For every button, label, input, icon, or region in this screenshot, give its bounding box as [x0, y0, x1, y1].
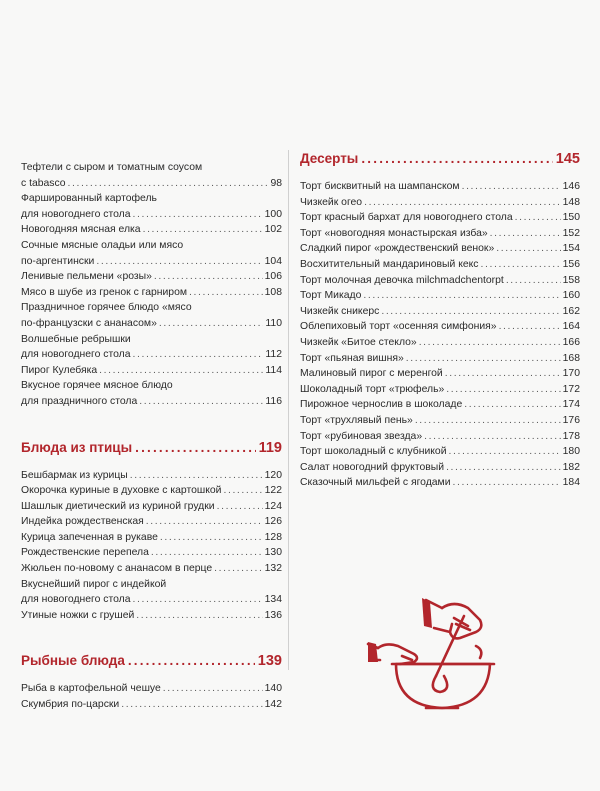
entry-title: Чизкейк огео	[300, 196, 363, 208]
toc-entry[interactable]	[300, 382, 580, 398]
entry-page-number: 166	[562, 336, 580, 348]
entry-page-number: 174	[562, 399, 580, 411]
toc-entry[interactable]	[300, 226, 580, 242]
section-title-poultry[interactable]	[21, 440, 282, 462]
entry-title: Тефтели с сыром и томатным соусом	[21, 162, 203, 173]
entry-title: Индейка рождественская	[21, 516, 144, 528]
entry-page-number: 126	[264, 516, 282, 528]
right-column	[300, 151, 580, 491]
entry-title: для новогоднего стола	[21, 594, 131, 606]
entry-title: Чизкейк сникерс	[300, 305, 380, 317]
toc-entry[interactable]	[21, 238, 282, 269]
entry-title: Пирожное чернослив в шоколаде	[300, 399, 463, 411]
section-title-text: Рыбные блюда	[21, 653, 125, 669]
fish-dishes-list	[21, 681, 282, 712]
section-page-number: 139	[257, 653, 282, 670]
entry-page-number: 170	[562, 368, 580, 380]
entry-title: Рыба в картофельной чешуе	[21, 683, 161, 695]
entry-title: для праздничного стола	[21, 395, 138, 407]
entry-title: с tabasco	[21, 177, 66, 189]
toc-entry[interactable]	[21, 608, 282, 624]
toc-entry[interactable]	[300, 351, 580, 367]
entry-title: Торт «рубиновая звезда»	[300, 430, 423, 442]
section-page-number: 119	[258, 439, 282, 456]
toc-entry[interactable]	[21, 697, 282, 713]
entry-page-number: 122	[264, 485, 282, 497]
section-title-fish[interactable]	[21, 653, 282, 675]
entry-title: Фаршированный картофель	[21, 193, 157, 205]
toc-entry[interactable]	[300, 397, 580, 413]
entry-page-number: 106	[264, 271, 282, 283]
entry-title: Облепиховый торт «осенняя симфония»	[300, 321, 497, 333]
entry-page-number: 142	[264, 699, 282, 711]
toc-entry[interactable]	[21, 483, 282, 499]
toc-entry[interactable]	[300, 288, 580, 304]
entry-title: Вкусное горячее мясное блюдо	[21, 380, 173, 392]
entry-title: Малиновый пирог с меренгой	[300, 368, 443, 380]
entry-title: Торт красный бархат для новогоднего стола	[300, 212, 513, 224]
hands-mixing-bowl-icon	[356, 598, 506, 716]
toc-entry[interactable]	[300, 429, 580, 445]
toc-entry[interactable]	[21, 300, 282, 331]
entry-title: Окорочка куриные в духовке с картошкой	[21, 485, 222, 497]
section-page-number: 145	[555, 151, 580, 167]
entry-title: Жюльен по-новому с ананасом в перце	[21, 563, 213, 575]
entry-page-number: 156	[562, 258, 580, 270]
section-title-desserts[interactable]	[300, 151, 580, 173]
entry-page-number: 98	[270, 177, 282, 189]
section-title-text: Блюда из птицы	[21, 439, 133, 455]
entry-page-number: 114	[265, 364, 282, 376]
entry-page-number: 180	[562, 446, 580, 458]
entry-title: Бешбармак из курицы	[21, 469, 128, 481]
entry-title: Сказочный мильфей с ягодами	[300, 477, 451, 489]
toc-entry[interactable]	[21, 499, 282, 515]
entry-title: по-французски с ананасом»	[21, 317, 157, 329]
entry-title: Восхитительный мандариновый кекс	[300, 258, 479, 270]
entry-title: Торт «новогодняя монастырская изба»	[300, 227, 488, 239]
toc-entry[interactable]	[300, 195, 580, 211]
entry-title: Новогодняя мясная елка	[21, 224, 141, 236]
entry-title: Курица запеченная в рукаве	[21, 531, 158, 543]
entry-title: Праздничное горячее блюдо «мясо	[21, 302, 192, 314]
toc-entry[interactable]	[21, 561, 282, 577]
entry-page-number: 158	[562, 274, 580, 286]
toc-entry[interactable]	[300, 319, 580, 335]
toc-entry[interactable]	[21, 160, 282, 191]
entry-title: Ленивые пельмени «розы»	[21, 271, 152, 283]
entry-page-number: 154	[562, 243, 580, 255]
toc-entry[interactable]	[300, 460, 580, 476]
entry-title: Шоколадный торт «трюфель»	[300, 383, 445, 395]
toc-entry[interactable]	[300, 413, 580, 429]
toc-entry[interactable]	[21, 222, 282, 238]
entry-title: Вкуснейший пирог с индейкой	[21, 578, 167, 590]
entry-title: Скумбрия по-царски	[21, 699, 120, 711]
toc-entry[interactable]	[300, 179, 580, 195]
toc-entry[interactable]	[300, 366, 580, 382]
entry-page-number: 134	[264, 594, 282, 606]
toc-entry[interactable]	[300, 304, 580, 320]
toc-entry[interactable]	[21, 363, 282, 379]
toc-entry[interactable]	[300, 210, 580, 226]
entry-page-number: 182	[562, 461, 580, 473]
entry-page-number: 124	[264, 500, 282, 512]
entry-page-number: 136	[264, 609, 282, 621]
entry-page-number: 162	[562, 305, 580, 317]
entry-title: Торт молочная девочка milchmadchentorpt	[300, 274, 504, 286]
entry-page-number: 184	[562, 477, 580, 489]
entry-page-number: 150	[562, 212, 580, 224]
entry-title: Сочные мясные оладьи или мясо	[21, 239, 184, 251]
entry-page-number: 178	[562, 430, 580, 442]
entry-title: по-аргентински	[21, 255, 95, 267]
left-column	[21, 160, 282, 713]
entry-page-number: 152	[562, 227, 580, 239]
entry-title: Чизкейк «Битое стекло»	[300, 336, 417, 348]
entry-page-number: 160	[562, 290, 580, 302]
entry-page-number: 116	[265, 395, 282, 407]
entry-title: Торт бисквитный на шампанском	[300, 181, 460, 192]
entry-page-number: 112	[265, 349, 282, 361]
entry-page-number: 128	[264, 531, 282, 543]
entry-title: Волшебные ребрышки	[21, 333, 131, 345]
entry-title: для новогоднего стола	[21, 349, 131, 361]
entry-title: Торт «трухлявый пень»	[300, 414, 413, 426]
toc-entry[interactable]	[300, 444, 580, 460]
entry-title: для новогоднего стола	[21, 208, 131, 220]
entry-title: Рождественские перепела	[21, 547, 149, 559]
section-title-text: Десерты	[300, 151, 359, 166]
toc-entry[interactable]	[21, 545, 282, 561]
entry-page-number: 102	[264, 224, 282, 236]
entry-page-number: 132	[264, 563, 282, 575]
dessert-list	[300, 179, 580, 491]
toc-entry[interactable]	[21, 285, 282, 301]
entry-title: Шашлык диетический из куриной грудки	[21, 500, 215, 512]
toc-entry[interactable]	[21, 269, 282, 285]
toc-entry[interactable]	[21, 577, 282, 608]
toc-entry[interactable]	[21, 530, 282, 546]
entry-title: Пирог Кулебяка	[21, 364, 98, 376]
toc-entry[interactable]	[21, 378, 282, 409]
entry-page-number: 110	[265, 317, 282, 329]
entry-title: Мясо в шубе из гренок с гарниром	[21, 286, 188, 298]
toc-entry[interactable]	[300, 273, 580, 289]
entry-page-number: 130	[264, 547, 282, 559]
entry-page-number: 168	[562, 352, 580, 364]
entry-title: Утиные ножки с грушей	[21, 609, 135, 621]
toc-entry[interactable]	[21, 332, 282, 363]
column-divider	[288, 150, 289, 670]
toc-entry[interactable]	[300, 241, 580, 257]
meat-dishes-list	[21, 160, 282, 410]
toc-entry[interactable]	[21, 191, 282, 222]
entry-page-number: 108	[264, 286, 282, 298]
entry-page-number: 120	[264, 469, 282, 481]
entry-title: Торт Микадо	[300, 290, 362, 302]
entry-page-number: 146	[562, 181, 580, 192]
entry-page-number: 104	[264, 255, 282, 267]
toc-entry[interactable]	[300, 257, 580, 273]
entry-page-number: 140	[264, 683, 282, 695]
entry-page-number: 164	[562, 321, 580, 333]
entry-title: Салат новогодний фруктовый	[300, 461, 445, 473]
toc-entry[interactable]	[21, 681, 282, 697]
entry-page-number: 148	[562, 196, 580, 208]
entry-title: Сладкий пирог «рождественский венок»	[300, 243, 495, 255]
toc-entry[interactable]	[21, 514, 282, 530]
toc-entry[interactable]	[21, 468, 282, 484]
entry-title: Торт «пьяная вишня»	[300, 352, 404, 364]
poultry-dishes-list	[21, 468, 282, 624]
entry-page-number: 176	[562, 414, 580, 426]
entry-title: Торт шоколадный с клубникой	[300, 446, 447, 458]
entry-page-number: 172	[562, 383, 580, 395]
entry-page-number: 100	[264, 208, 282, 220]
toc-entry[interactable]	[300, 475, 580, 491]
toc-entry[interactable]	[300, 335, 580, 351]
